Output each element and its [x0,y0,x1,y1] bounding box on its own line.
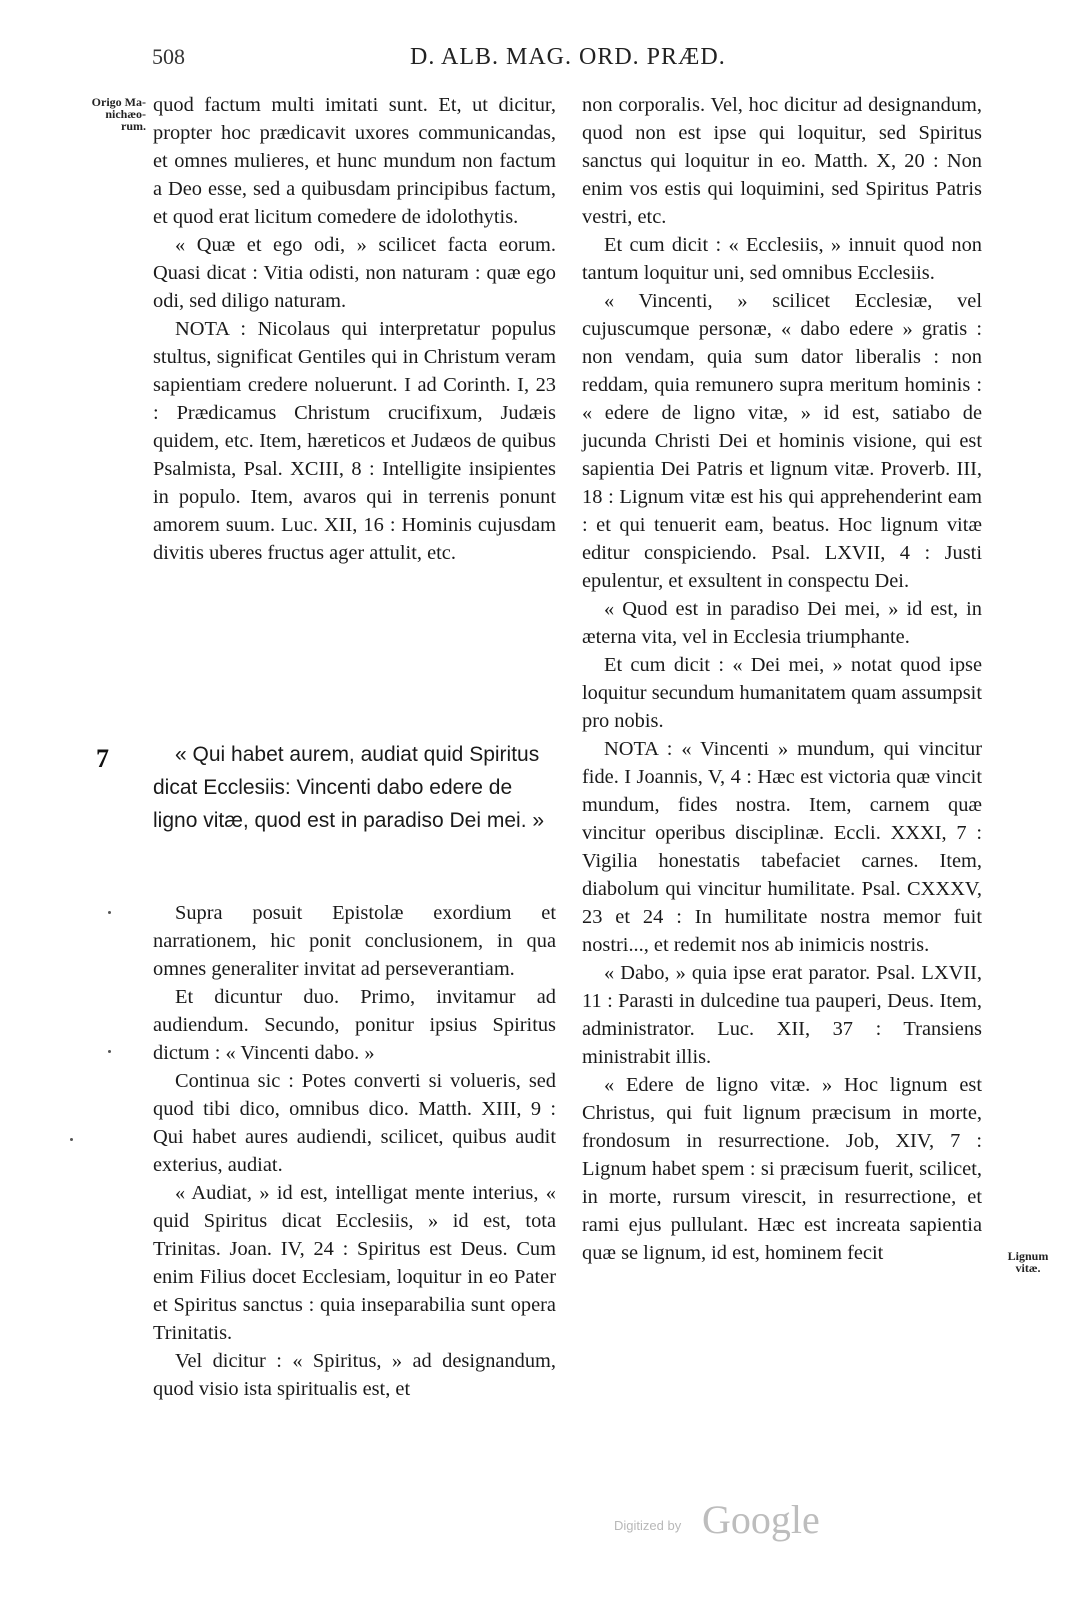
margin-note-origo [64,96,146,132]
margin-note-lignum [996,1250,1060,1274]
paragraph: « Vincenti, » scilicet Ecclesiæ, vel cujuscumque personæ, « dabo edere » gratis : non vendam, quia sum dator liberalis : non reddam, quia remunero supra meritum hominis : « edere de ligno vitæ, » id est, satiabo de jucunda Christi Dei et hominis visione, qui est sapientia Dei Patris et lignum vitæ. Proverb. III, 18 : Lignum vitæ est his qui apprehenderint eam : et qui tenuerit eam, beatus. Hoc lignum vitæ editur conspiciendo. Psal. LXVII, 4 : Justi epulentur, et exsultent in conspectu Dei. [582,290,982,592]
paragraph: NOTA : « Vincenti » mundum, qui vincitur fide. I Joannis, V, 4 : Hæc est victoria quæ vincit mundum, fides nostra. Item, carnem quæ vincitur operibus disciplinæ. Eccli. XXXI, 7 : Vigilia honestatis tabefaciet carnes. Item, diabolum qui vincitur humilitate. Psal. CXXXV, 23 et 24 : In humilitate nostra memor fuit nostri..., et redemit nos ab inimicis nostris. [582,738,982,956]
paragraph: Supra posuit Epistolæ exordium et narrationem, hic ponit conclusionem, in qua omnes generaliter invitat ad perseverantiam. [153,902,556,980]
margin-note-line: nichæo- [105,107,146,121]
paragraph: « Edere de ligno vitæ. » Hoc lignum est Christus, qui fuit lignum præcisum in morte, frondosum in resurrectione. Job, XIV, 7 : Lignum habet spem : si præcisum fuerit, scilicet, in morte, rursum virescit, in resurrectione, et rami ejus pullulant. Hæc est increata sapientia quæ se lignum, id est, hominem fecit [582,1074,982,1264]
google-watermark [614,1496,844,1540]
paragraph: « Quæ et ego odi, » scilicet facta eorum. Quasi dicat : Vitia odisti, non naturam : quæ ego odi, sed diligo naturam. [153,234,556,312]
paragraph: « Dabo, » quia ipse erat parator. Psal. LXVII, 11 : Parasti in dulcedine tua pauperi, Deus. Item, administrator. Luc. XII, 37 : Transiens ministrabit illis. [582,962,982,1068]
page-number: 508 [152,44,185,69]
paragraph: « Audiat, » id est, intelligat mente interius, « quid Spiritus dicat Ecclesiis, » id est, tota Trinitas. Joan. IV, 24 : Spiritus est Deus. Cum enim Filius docet Ecclesiam, loquitur in eo Pater et Spiritus sanctus : quia inseparabilia sunt opera Trinitatis. [153,1182,556,1344]
paragraph: NOTA : Nicolaus qui interpretatur populus stultus, significat Gentiles qui in Christum veram sapientiam credere noluerunt. I ad Corinth. I, 23 : Prædicamus Christum crucifixum, Judæis quidem, etc. Item, hæreticos et Judæos de quibus Psalmista, Psal. XCIII, 8 : Intelligite insipientes in populo. Item, avaros qui in terrenis ponunt amorem suum. Luc. XII, 16 : Hominis cujusdam divitis uberes fructus ager attulit, etc. [153,318,556,564]
speck [108,911,111,914]
margin-note-line: rum. [121,119,146,133]
margin-note-line: Lignum [1007,1249,1049,1263]
scripture-verse: « Qui habet aurem, audiat quid Spiritus dicat Ecclesiis: Vincenti dabo edere de ligno vitæ, quod est in paradiso Dei mei. » [153,743,545,832]
speck [108,1050,111,1053]
paragraph: Vel dicitur : « Spiritus, » ad designandum, quod visio ista spiritualis est, et [153,1350,556,1400]
verse-number: 7 [96,744,109,773]
paragraph: Et cum dicit : « Ecclesiis, » innuit quod non tantum loquitur uni, sed omnibus Ecclesiis. [582,234,982,284]
paragraph: « Quod est in paradiso Dei mei, » id est, in æterna vita, vel in Ecclesia triumphante. [582,598,982,648]
left-column-top [153,91,556,567]
left-column-bottom [153,899,556,1403]
paragraph: Et cum dicit : « Dei mei, » notat quod ipse loquitur secundum humanitatem quam assumpsit pro nobis. [582,654,982,732]
left-column-verse [153,738,556,837]
running-title: D. ALB. MAG. ORD. PRÆD. [410,44,726,70]
digitized-by-text: Digitized by [614,1518,682,1533]
margin-note-line: vitæ. [1015,1261,1041,1275]
paragraph: quod factum multi imitati sunt. Et, ut dicitur, propter hoc prædicavit uxores communicandas, et omnes mulieres, et hunc mundum non factum a Deo esse, sed a quibusdam principibus factum, et quod erat licitum comedere de idolothytis. [153,94,556,228]
paragraph: Continua sic : Potes converti si volueris, sed quod tibi dico, omnibus dico. Matth. XIII, 9 : Qui habet aures audiendi, scilicet, quibus audit exterius, audiat. [153,1070,556,1176]
google-logo: Google [702,1497,820,1542]
paragraph: non corporalis. Vel, hoc dicitur ad designandum, quod non est ipse qui loquitur, sed Spiritus sanctus qui loquitur in eo. Matth. X, 20 : Non enim vos estis qui loquimini, sed Spiritus Patris vestri, etc. [582,94,982,228]
margin-note-line: Origo Ma- [91,95,146,109]
speck [70,1138,73,1141]
paragraph: Et dicuntur duo. Primo, invitamur ad audiendum. Secundo, ponitur ipsius Spiritus dictum : « Vincenti dabo. » [153,986,556,1064]
right-column [582,91,982,1267]
page-header [0,40,1091,80]
